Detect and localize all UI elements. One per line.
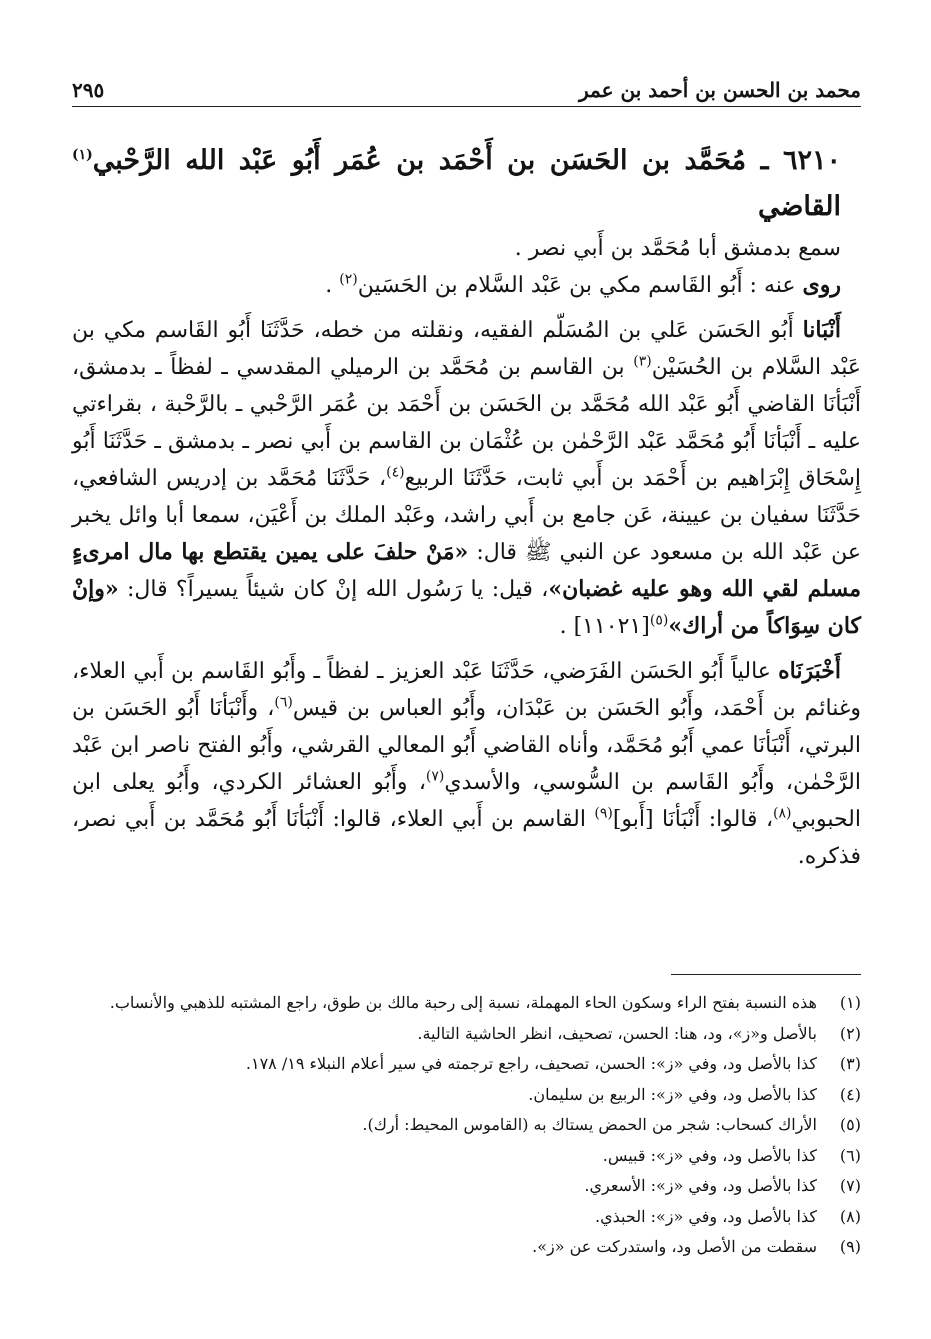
footnote-2 [72,1019,861,1050]
para2-text-4: ، قالوا: أَنْبَأنَا [أَبو] [612,807,774,832]
hadith-quote-1: «مَنْ حلفَ على يمين يقتطع بها مال امرىءٍ مسلم لقي الله وهو عليه غضبان» [72,539,861,602]
footnote-ref-9: (٩) [594,805,613,822]
footnote-text: كذا بالأصل ود، وفي «ز»: الحسن، تصحيف، راجع ترجمته في سير أعلام النبلاء ١٩/ ١٧٨. [245,1054,817,1073]
footnote-ref-7: (٧) [425,768,445,785]
footnote-text: كذا بالأصل ود، وفي «ز»: الربيع بن سليمان. [528,1084,817,1104]
entry-title-text: ٦٢١٠ ـ مُحَمَّد بن الحَسَن بن أَحْمَد بن عُمَر أَبُو عَبْد الله الرَّحْبي [92,145,841,176]
footnote-number: (٤) [839,1084,861,1104]
footnote-ref-6: (٦) [274,694,293,711]
para1-text-3: ، حَدَّثَنَا مُحَمَّد بن إدريس الشافعي، حَدَّثَنَا سفيان بن عيينة، عَن جامع بن أَبي راشد، وعَبْد الملك بن أَعْيَن، سمعا أبا وائل يخبر عن عَبْد الله بن مسعود عن النبي ﷺ قال: [72,466,861,565]
footnote-number: (٣) [839,1054,861,1073]
footnote-7 [72,1171,861,1202]
intro-line-2-end: . [325,273,340,298]
footnote-text: بالأصل و«ز»، ود، هنا: الحسن، تصحيف، انظر الحاشية التالية. [417,1023,817,1043]
footnote-number: (٩) [839,1237,861,1256]
para1-text-5: [١١٠٢١] . [559,614,650,639]
footnote-text: كذا بالأصل ود، وفي «ز»: الحبذي. [595,1206,817,1226]
footnote-text: هذه النسبة بفتح الراء وسكون الحاء المهملة، نسبة إلى رحبة مالك بن طوق، راجع المشتبه للذهبي والأنساب. [109,993,817,1012]
page-number: ٢٩٥ [72,78,105,102]
footnote-ref-3: (٣) [633,353,652,370]
para2-text-5: القاسم بن أَبي العلاء، قالوا: أَنْبَأنَا أَبُو مُحَمَّد بن أَبي نصر، فذكره. [72,807,861,869]
main-text [72,138,861,875]
footnote-number: (٦) [839,1145,861,1165]
para1-text-4: ، قيل: يا رَسُول الله إنْ كان شيئاً يسيراً؟ قال: [118,577,549,602]
footnote-3 [72,1049,861,1080]
isnad-paragraph-2 [72,653,861,875]
footnote-5 [72,1110,861,1141]
footnote-6 [72,1141,861,1172]
para2-lead: أَخْبَرَنَاه [778,658,841,684]
footnotes-list [72,988,861,1263]
footnote-text: كذا بالأصل ود، وفي «ز»: قبيس. [602,1145,817,1165]
footnote-ref-5: (٥) [649,612,669,629]
para1-lead: أَنْبَانا [802,317,841,343]
footnote-1 [72,988,861,1019]
footnote-4 [72,1080,861,1111]
footnote-number: (٨) [839,1206,861,1226]
footnote-text: الأراك كسحاب: شجر من الحمض يستاك به (القاموس المحيط: أرك). [362,1115,817,1134]
running-title: محمد بن الحسن بن أحمد بن عمر [579,78,861,102]
footnote-number: (٥) [839,1115,861,1134]
footnote-number: (٢) [839,1023,861,1043]
footnote-number: (١) [839,993,861,1012]
intro-line-1: سمع بدمشق أبا مُحَمَّد بن أَبي نصر . [514,236,841,261]
entry-title-end: القاضي [757,191,841,222]
intro-line-2-text: عنه : أَبُو القَاسم مكي بن عَبْد السَّلام بن الحَسَين [357,273,803,298]
footnote-8 [72,1202,861,1233]
para2-text-3: ، وأَبُو العشائر الكردي، وأَبُو يعلى ابن الحبوبي [72,770,861,832]
footnote-text: سقطت من الأصل ود، واستدركت عن «ز». [532,1237,817,1256]
footnote-text: كذا بالأصل ود، وفي «ز»: الأسعري. [584,1176,817,1195]
para1-text-1: أَبُو الحَسَن عَلي بن المُسَلّم الفقيه، ونقلته من خطه، حَدَّثَنَا أَبُو القَاسم مكي بن عَبْد السَّلام بن الحُسَيْن [72,318,861,380]
isnad-paragraph-1 [72,312,861,645]
entry-title [72,138,841,230]
hadith-quote-2: «وإنْ كان سِوَاكاً من أراك» [72,576,861,639]
para2-text-1: عالياً أَبُو الحَسَن الفَرَضي، حَدَّثَنَا عَبْد العزيز ـ لفظاً ـ وأَبُو القَاسم بن أَبي العلاء، وغنائم بن أَحْمَد، وأَبُو الحَسَن بن عَبْدَان، وأَبُو العباس بن قيس [72,659,861,721]
footnote-ref-8: (٨) [773,805,792,822]
footnote-9 [72,1232,861,1263]
para2-text-2: ، وأَنْبَأنَا أَبُو الحَسَن بن البرتي، أَنْبَأنَا عمي أَبُو مُحَمَّد، وأناه القاضي أَبُو المعالي القرشي، وأَبُو الفتح ناصر ابن عَبْد الرَّحْمٰن، وأَبُو القَاسم بن السُّوسي، والأسدي [72,696,861,795]
footnote-ref-1: (١) [72,147,93,163]
footnote-divider [671,974,861,975]
page-header [72,70,861,107]
intro-line-2 [72,267,841,304]
riwaya-label: روى [802,272,841,298]
footnote-ref-2: (٢) [339,271,358,288]
footnote-number: (٧) [839,1176,861,1195]
footnote-ref-4: (٤) [386,464,405,481]
para1-text-2: بن القاسم بن مُحَمَّد بن الرميلي المقدسي ـ لفظاً ـ بدمشق، أَنْبَأنَا القاضي أَبُو عَبْد الله مُحَمَّد بن الحَسَن بن أَحْمَد بن عُمَر الرَّحْبي ـ بالرَّحْبة ، بقراءتي عليه ـ أَنْبَأنَا أَبُو مُحَمَّد عَبْد الرَّحْمٰن بن عُثْمَان بن القاسم بن أَبي نصر ـ بدمشق ـ حَدَّثَنَا أَبُو إِسْحَاق إِبْرَاهيم بن أَحْمَد بن أَبي ثابت، حَدَّثَنَا الربيع [72,355,861,491]
